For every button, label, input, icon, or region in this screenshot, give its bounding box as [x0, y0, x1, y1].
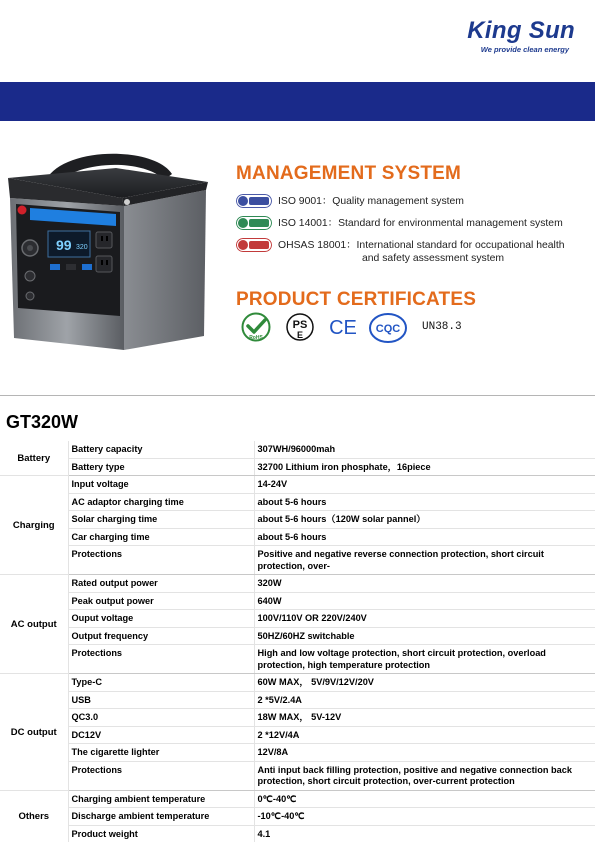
spec-label: Output frequency [68, 627, 254, 645]
svg-text:320: 320 [76, 244, 88, 251]
spec-table-body [0, 441, 595, 842]
spec-row [0, 627, 595, 645]
spec-value: 32700 Lithium iron phosphate，16piece [254, 458, 595, 476]
cqc-icon [368, 312, 408, 344]
spec-label: Battery type [68, 458, 254, 476]
spec-group-label: AC output [0, 575, 68, 674]
header-banner [0, 82, 595, 121]
svg-text:RoHS: RoHS [249, 335, 263, 341]
spec-row [0, 493, 595, 511]
management-item-line: OHSAS 18001：International standard for occupational health [278, 240, 565, 251]
spec-label: USB [68, 691, 254, 709]
spec-row [0, 790, 595, 808]
svg-text:E: E [296, 330, 304, 340]
spec-value: 60W MAX， 5V/9V/12V/20V [254, 674, 595, 692]
spec-label: Car charging time [68, 528, 254, 546]
spec-label: Rated output power [68, 575, 254, 593]
brand-tagline: We provide clean energy [480, 45, 569, 54]
spec-value: Anti input back filling protection, positive and negative connection back protection, short circuit protection, over-current protection [254, 761, 595, 790]
rohs-icon [240, 312, 272, 342]
spec-label: Product weight [68, 825, 254, 842]
spec-label: Input voltage [68, 476, 254, 494]
management-item-continuation: and safety assessment system [362, 253, 505, 264]
spec-row [0, 825, 595, 842]
spec-label: Peak output power [68, 592, 254, 610]
spec-row [0, 528, 595, 546]
section-divider [0, 395, 595, 396]
pse-icon [285, 312, 315, 342]
spec-label: DC12V [68, 726, 254, 744]
spec-value: 0℃-40℃ [254, 790, 595, 808]
spec-row [0, 761, 595, 790]
spec-label: The cigarette lighter [68, 744, 254, 762]
spec-row [0, 709, 595, 727]
spec-label: Charging ambient temperature [68, 790, 254, 808]
iso-9001-badge-icon [236, 194, 272, 208]
spec-value: about 5-6 hours（120W solar pannel） [254, 511, 595, 529]
spec-row [0, 726, 595, 744]
management-title: MANAGEMENT SYSTEM [236, 163, 462, 184]
spec-value: High and low voltage protection, short circuit protection, overload protection, high temperature protection [254, 645, 595, 674]
spec-row [0, 511, 595, 529]
spec-value: 18W MAX， 5V-12V [254, 709, 595, 727]
spec-value: 100V/110V OR 220V/240V [254, 610, 595, 628]
iso-14001-badge-icon [236, 216, 272, 230]
management-item-text [278, 239, 565, 265]
spec-group-label: Charging [0, 476, 68, 575]
ce-icon [328, 312, 358, 342]
spec-value: -10℃-40℃ [254, 808, 595, 826]
spec-value: 14-24V [254, 476, 595, 494]
certificates-title: PRODUCT CERTIFICATES [236, 289, 477, 310]
spec-label: Discharge ambient temperature [68, 808, 254, 826]
spec-value: Positive and negative reverse connection protection, short circuit protection, over- [254, 546, 595, 575]
spec-row [0, 610, 595, 628]
spec-value: 4.1 [254, 825, 595, 842]
un38-3-text: UN38.3 [422, 321, 462, 333]
product-image [4, 140, 214, 355]
svg-text:PS: PS [292, 319, 308, 331]
spec-label: Solar charging time [68, 511, 254, 529]
spec-row [0, 458, 595, 476]
spec-table [0, 441, 595, 842]
spec-row [0, 691, 595, 709]
spec-value: 307WH/96000mah [254, 441, 595, 458]
spec-label: QC3.0 [68, 709, 254, 727]
spec-label: AC adaptor charging time [68, 493, 254, 511]
spec-group-label: Others [0, 790, 68, 842]
spec-row [0, 546, 595, 575]
spec-label: Ouput voltage [68, 610, 254, 628]
spec-value: 12V/8A [254, 744, 595, 762]
management-item-text: ISO 14001：Standard for environmental management system [278, 218, 563, 229]
management-item-text: ISO 9001：Quality management system [278, 196, 464, 207]
spec-row [0, 441, 595, 458]
spec-label: Type-C [68, 674, 254, 692]
spec-label: Protections [68, 546, 254, 575]
spec-group-label: Battery [0, 441, 68, 476]
spec-row [0, 744, 595, 762]
svg-text:CQC: CQC [375, 323, 401, 335]
spec-value: about 5-6 hours [254, 493, 595, 511]
spec-row [0, 808, 595, 826]
power-station-icon [4, 140, 214, 355]
spec-group-label: DC output [0, 674, 68, 791]
spec-value: 640W [254, 592, 595, 610]
ohsas-18001-badge-icon [236, 238, 272, 252]
spec-label: Protections [68, 761, 254, 790]
spec-value: 2 *12V/4A [254, 726, 595, 744]
spec-row [0, 575, 595, 593]
spec-value: 320W [254, 575, 595, 593]
svg-text:99: 99 [56, 237, 72, 253]
spec-value: about 5-6 hours [254, 528, 595, 546]
spec-label: Protections [68, 645, 254, 674]
spec-row [0, 476, 595, 494]
spec-row [0, 645, 595, 674]
brand-logo [467, 18, 575, 54]
spec-value: 2 *5V/2.4A [254, 691, 595, 709]
spec-value: 50HZ/60HZ switchable [254, 627, 595, 645]
svg-text:CE: CE [329, 317, 357, 339]
brand-name: King Sun [467, 17, 575, 44]
spec-row [0, 674, 595, 692]
model-name: GT320W [6, 412, 79, 432]
spec-row [0, 592, 595, 610]
spec-label: Battery capacity [68, 441, 254, 458]
